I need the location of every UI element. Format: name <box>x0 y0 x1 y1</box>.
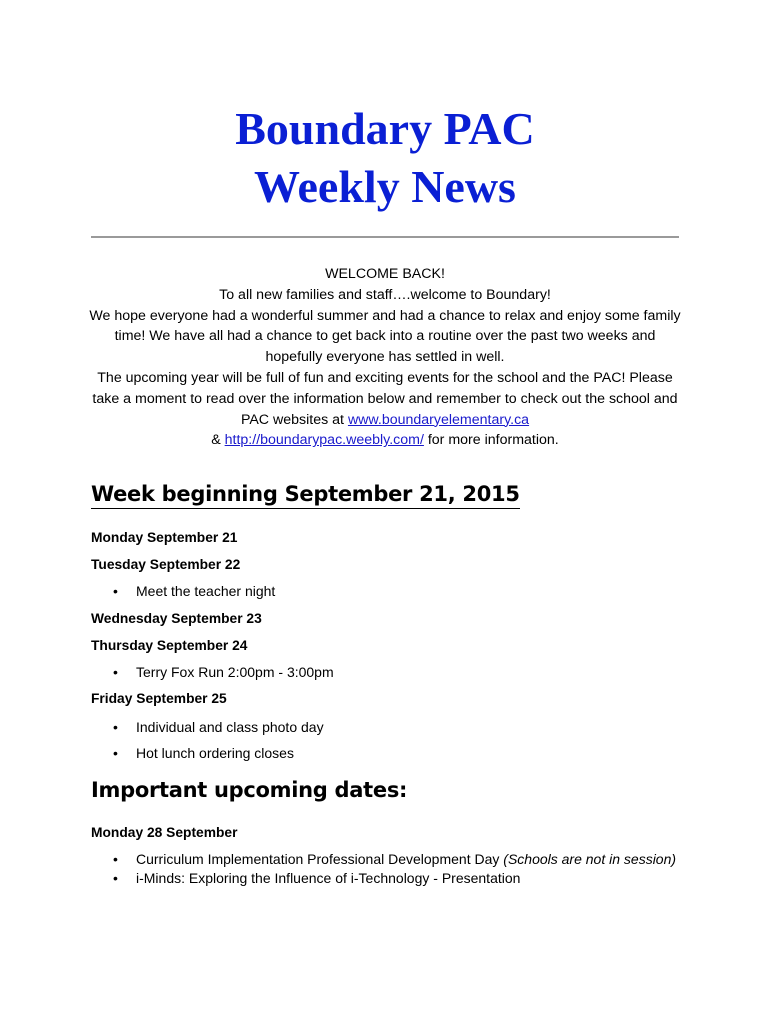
list-item <box>91 663 334 681</box>
day-friday: Friday September 25 <box>91 691 227 706</box>
day-wednesday: Wednesday September 23 <box>91 611 262 626</box>
school-website-link[interactable]: www.boundaryelementary.ca <box>347 411 530 428</box>
list-item <box>91 582 275 600</box>
websites-text: The upcoming year will be full of fun and exciting events for the school and the PAC! Please take a moment to read over the information below and remember to check out the school and PAC websites at <box>92 369 678 428</box>
bullet-icon: • <box>113 664 118 680</box>
thursday-list <box>91 663 334 689</box>
bullet-icon: • <box>113 870 118 886</box>
day-thursday: Thursday September 24 <box>91 638 248 653</box>
event-text: i-Minds: Exploring the Influence of i-Technology - Presentation <box>136 870 521 886</box>
list-item <box>91 744 324 762</box>
newsletter-title <box>0 100 770 216</box>
bullet-icon: • <box>113 583 118 599</box>
tuesday-list <box>91 582 275 608</box>
welcome-heading: WELCOME BACK! <box>325 266 445 282</box>
bullet-icon: • <box>113 745 118 761</box>
more-info-text: for more information. <box>423 432 559 449</box>
list-item <box>91 869 696 887</box>
title-line-2: Weekly News <box>254 161 516 212</box>
welcome-line: To all new families and staff….welcome to Boundary! <box>219 286 551 303</box>
week-heading: Week beginning September 21, 2015 <box>91 480 520 509</box>
event-text: Meet the teacher night <box>136 583 276 599</box>
event-note: (Schools are not in session) <box>503 851 677 867</box>
event-text: Hot lunch ordering closes <box>136 745 294 761</box>
upcoming-day: Monday 28 September <box>91 825 238 840</box>
list-item <box>91 850 696 868</box>
welcome-paragraph: We hope everyone had a wonderful summer and had a chance to relax and enjoy some family time! We have all had a chance to get back into a routine over the past two weeks and hopefully everyone has settled in well. <box>89 307 681 366</box>
event-text: Individual and class photo day <box>136 719 324 735</box>
day-tuesday: Tuesday September 22 <box>91 557 241 572</box>
event-text: Terry Fox Run 2:00pm - 3:00pm <box>136 664 334 680</box>
friday-list <box>91 718 324 770</box>
bullet-icon: • <box>113 719 118 735</box>
event-text: Curriculum Implementation Professional Development Day <box>136 851 504 867</box>
pac-website-link[interactable]: http://boundarypac.weebly.com/ <box>224 432 424 449</box>
upcoming-list <box>91 850 696 895</box>
day-monday: Monday September 21 <box>91 530 238 545</box>
welcome-message <box>85 264 685 451</box>
list-item <box>91 718 324 736</box>
upcoming-heading: Important upcoming dates: <box>91 778 408 802</box>
bullet-icon: • <box>113 851 118 867</box>
title-divider <box>91 236 679 238</box>
title-line-1: Boundary PAC <box>235 103 535 154</box>
ampersand: & <box>211 432 225 449</box>
websites-paragraph <box>85 368 685 451</box>
